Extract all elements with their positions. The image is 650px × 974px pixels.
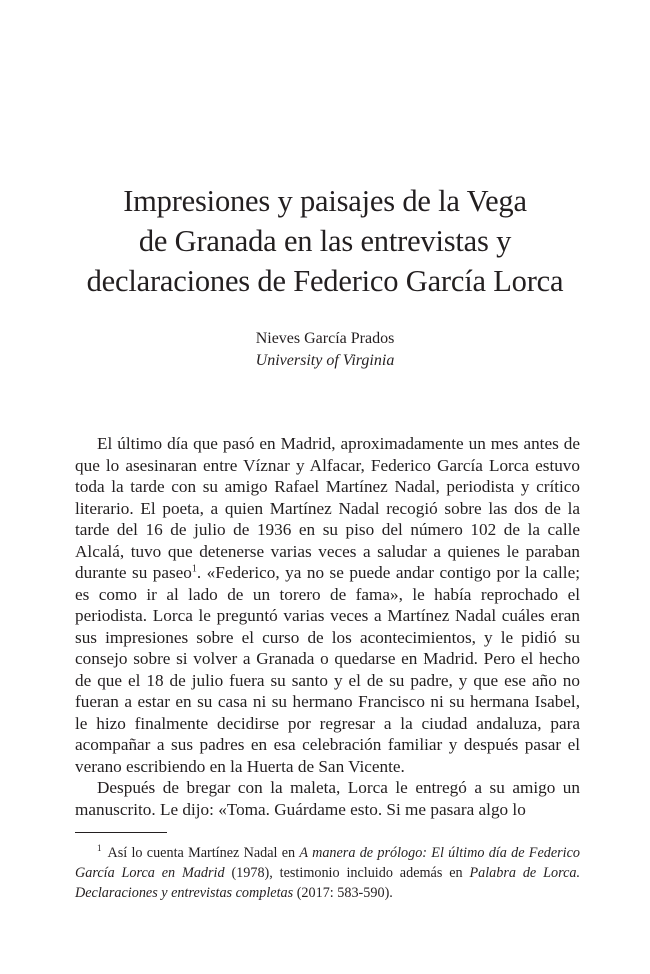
footnote-text-1: Así lo cuenta Martínez Nadal en (107, 845, 300, 861)
author-affiliation: University of Virginia (255, 352, 395, 369)
author-name: Nieves García Prados (255, 330, 395, 347)
footnote-text-2: (1978), testimonio incluido además en (224, 865, 470, 881)
footnote-reference: 1 (191, 563, 197, 575)
body-text (75, 433, 580, 820)
footnote (75, 843, 580, 903)
body-paragraph-2: Después de bregar con la maleta, Lorca le entregó a su amigo un manuscrito. Le dijo: «Toma. Guárdame esto. Si me pasara algo lo (75, 778, 580, 819)
footnote-title-1: A manera de prólogo: El último día de Federico García Lorca en Madrid (75, 845, 580, 881)
author-block (100, 328, 550, 372)
footnote-number: 1 (97, 843, 102, 854)
paragraph-1-text-b: . «Federico, ya no se puede andar contigo por la calle; es como ir al lado de un torero de fama», le había reprochado el periodista. Lorca le preguntó varias veces a Martínez Nadal cuáles eran sus impresiones sobre el curso de los acontecimientos, y le pidió su consejo sobre si volver a Granada o quedarse en Madrid. Pero el hecho de que el 18 de julio fuera su santo y el de su padre, y que ese año no fueran a estar en su casa ni su hermano Francisco ni su hermana Isabel, le hizo finalmente decidirse por regresar a la ciudad andaluza, para acompañar a sus padres en esa celebración familiar y después pasar el verano escribiendo en la Huerta de San Vicente. (75, 563, 580, 776)
footnote-divider (75, 832, 167, 833)
title-line-2: de Granada en las entrevistas y (138, 224, 512, 258)
article-title (40, 181, 610, 301)
body-paragraph-1 (75, 433, 580, 777)
title-line-3: declaraciones de Federico García Lorca (86, 264, 564, 298)
paragraph-1-text-a: El último día que pasó en Madrid, aproximadamente un mes antes de que lo asesinaran entre Víznar y Alfacar, Federico García Lorca estuvo toda la tarde con su amigo Rafael Martínez Nadal, periodista y crítico literario. El poeta, a quien Martínez Nadal recogió sobre las dos de la tarde del 16 de julio de 1936 en su piso del número 102 de la calle Alcalá, tuvo que detenerse varias veces a saludar a quienes le paraban durante su paseo (75, 434, 580, 582)
footnote-text-3: (2017: 583-590). (293, 885, 393, 901)
title-line-1: Impresiones y paisajes de la Vega (123, 184, 527, 218)
footnote-title-2: Palabra de Lorca. Declaraciones y entrevistas completas (75, 865, 581, 901)
